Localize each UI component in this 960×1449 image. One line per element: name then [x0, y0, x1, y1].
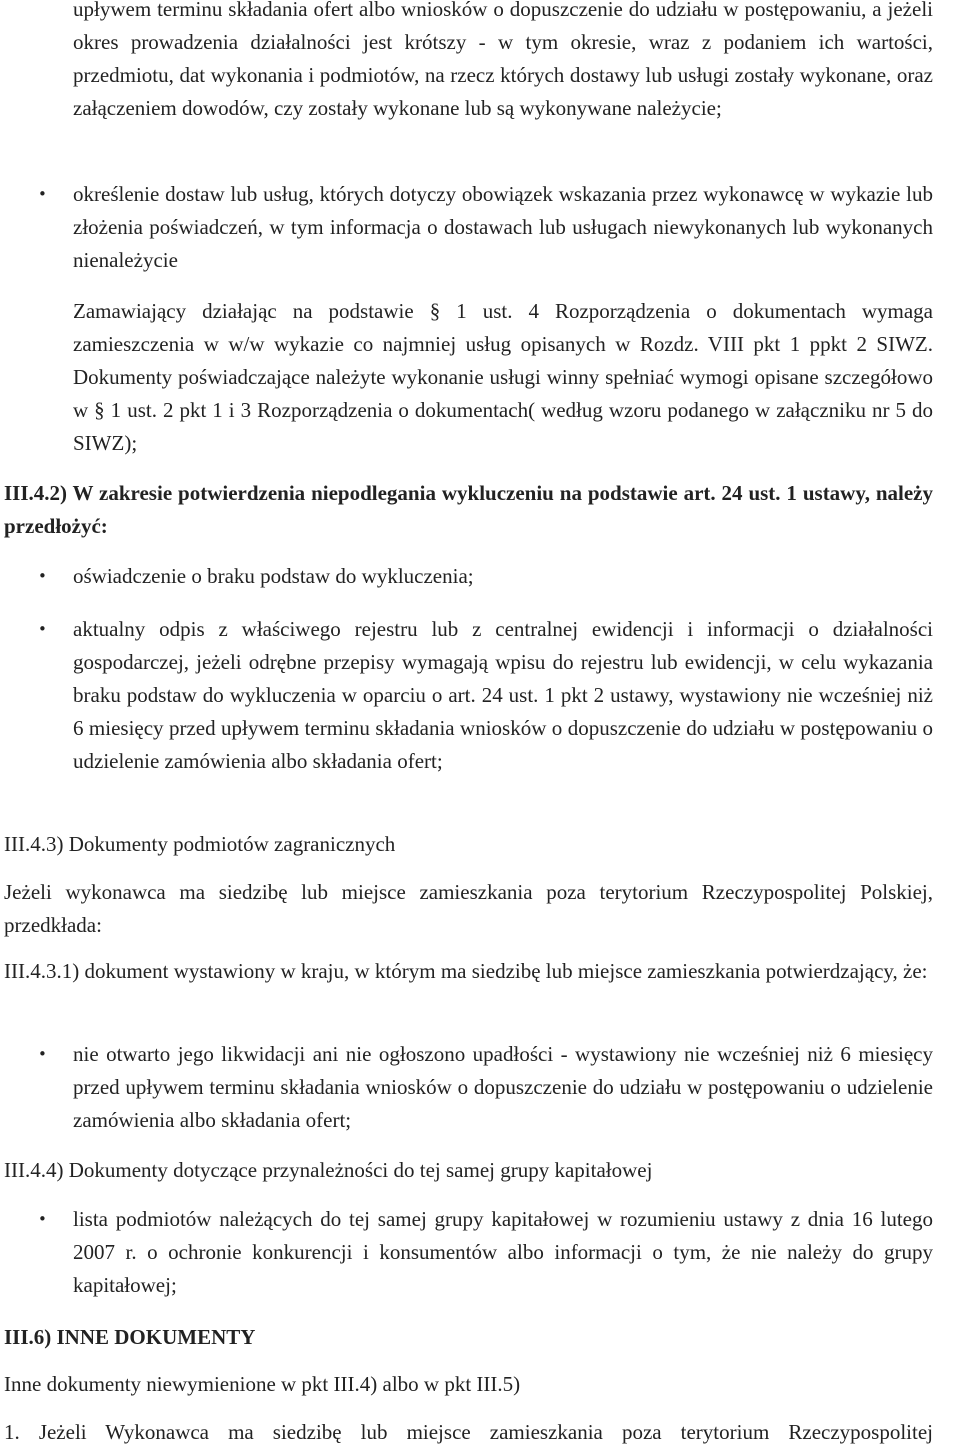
section-heading-iii-4-2: III.4.2) W zakresie potwierdzenia niepodlegania wykluczeniu na podstawie art. 24 ust. 1 ustawy, należy przedłożyć:	[4, 481, 933, 538]
section-heading-iii-4-4: III.4.4) Dokumenty dotyczące przynależności do tej samej grupy kapitałowej	[4, 1158, 653, 1182]
list-item-lista: lista podmiotów należących do tej samej grupy kapitałowej w rozumieniu ustawy z dnia 16 lutego 2007 r. o ochronie konkurencji i konsumentów albo informacji o tym, że nie należy do grupy kapitałowej;	[73, 1207, 933, 1297]
paragraph-last: 1. Jeżeli Wykonawca ma siedzibę lub miejsce zamieszkania poza terytorium Rzeczypospolitej	[4, 1420, 933, 1444]
paragraph-iii-4-3-1: III.4.3.1) dokument wystawiony w kraju, w którym ma siedzibę lub miejsce zamieszkania potwierdzający, że:	[4, 959, 928, 983]
list-item-okreslenie: określenie dostaw lub usług, których dotyczy obowiązek wskazania przez wykonawcę w wykazie lub złożenia poświadczeń, w tym informacja o dostawach lub usługach niewykonanych lub wykonanych nienależycie	[73, 182, 933, 272]
paragraph-inne: Inne dokumenty niewymienione w pkt III.4) albo w pkt III.5)	[4, 1372, 521, 1396]
paragraph-jezeli: Jeżeli wykonawca ma siedzibę lub miejsce zamieszkania poza terytorium Rzeczypospolitej Polskiej, przedkłada:	[4, 880, 933, 937]
bullet-marker: •	[38, 1210, 47, 1228]
list-item-likwidacji: nie otwarto jego likwidacji ani nie ogłoszono upadłości - wystawiony nie wcześniej niż 6 miesięcy przed upływem terminu składania wniosków o dopuszczenie do udziału w postępowaniu o udzielenie zamówienia albo składania ofert;	[73, 1042, 933, 1132]
paragraph-zamawiajacy: Zamawiający działając na podstawie § 1 ust. 4 Rozporządzenia o dokumentach wymaga zamieszczenia w w/w wykazie co najmniej usług opisanych w Rozdz. VIII pkt 1 ppkt 2 SIWZ. Dokumenty poświadczające należyte wykonanie usługi winny spełniać wymogi opisane szczegółowo w § 1 ust. 2 pkt 1 i 3 Rozporządzenia o dokumentach( według wzoru podanego w załączniku nr 5 do SIWZ);	[73, 299, 933, 455]
list-item-oswiadczenie: oświadczenie o braku podstaw do wykluczenia;	[73, 564, 474, 588]
list-item-odpis: aktualny odpis z właściwego rejestru lub z centralnej ewidencji i informacji o działalności gospodarczej, jeżeli odrębne przepisy wymagają wpisu do rejestru lub ewidencji, w celu wykazania braku podstaw do wykluczenia w oparciu o art. 24 ust. 1 pkt 2 ustawy, wystawiony nie wcześniej niż 6 miesięcy przed upływem terminu składania wniosków o dopuszczenie do udziału w postępowaniu o udzielenie zamówienia albo składania ofert;	[73, 617, 933, 773]
bullet-marker: •	[38, 567, 47, 585]
bullet-marker: •	[38, 185, 47, 203]
bullet-marker: •	[38, 1045, 47, 1063]
section-heading-iii-6: III.6) INNE DOKUMENTY	[4, 1325, 256, 1349]
section-heading-iii-4-3: III.4.3) Dokumenty podmiotów zagranicznych	[4, 832, 396, 856]
bullet-marker: •	[38, 620, 47, 638]
paragraph-continuation: upływem terminu składania ofert albo wniosków o dopuszczenie do udziału w postępowaniu, a jeżeli okres prowadzenia działalności jest krótszy - w tym okresie, wraz z podaniem ich wartości, przedmiotu, dat wykonania i podmiotów, na rzecz których dostawy lub usługi zostały wykonane, oraz załączeniem dowodów, czy zostały wykonane lub są wykonywane należycie;	[73, 0, 933, 120]
